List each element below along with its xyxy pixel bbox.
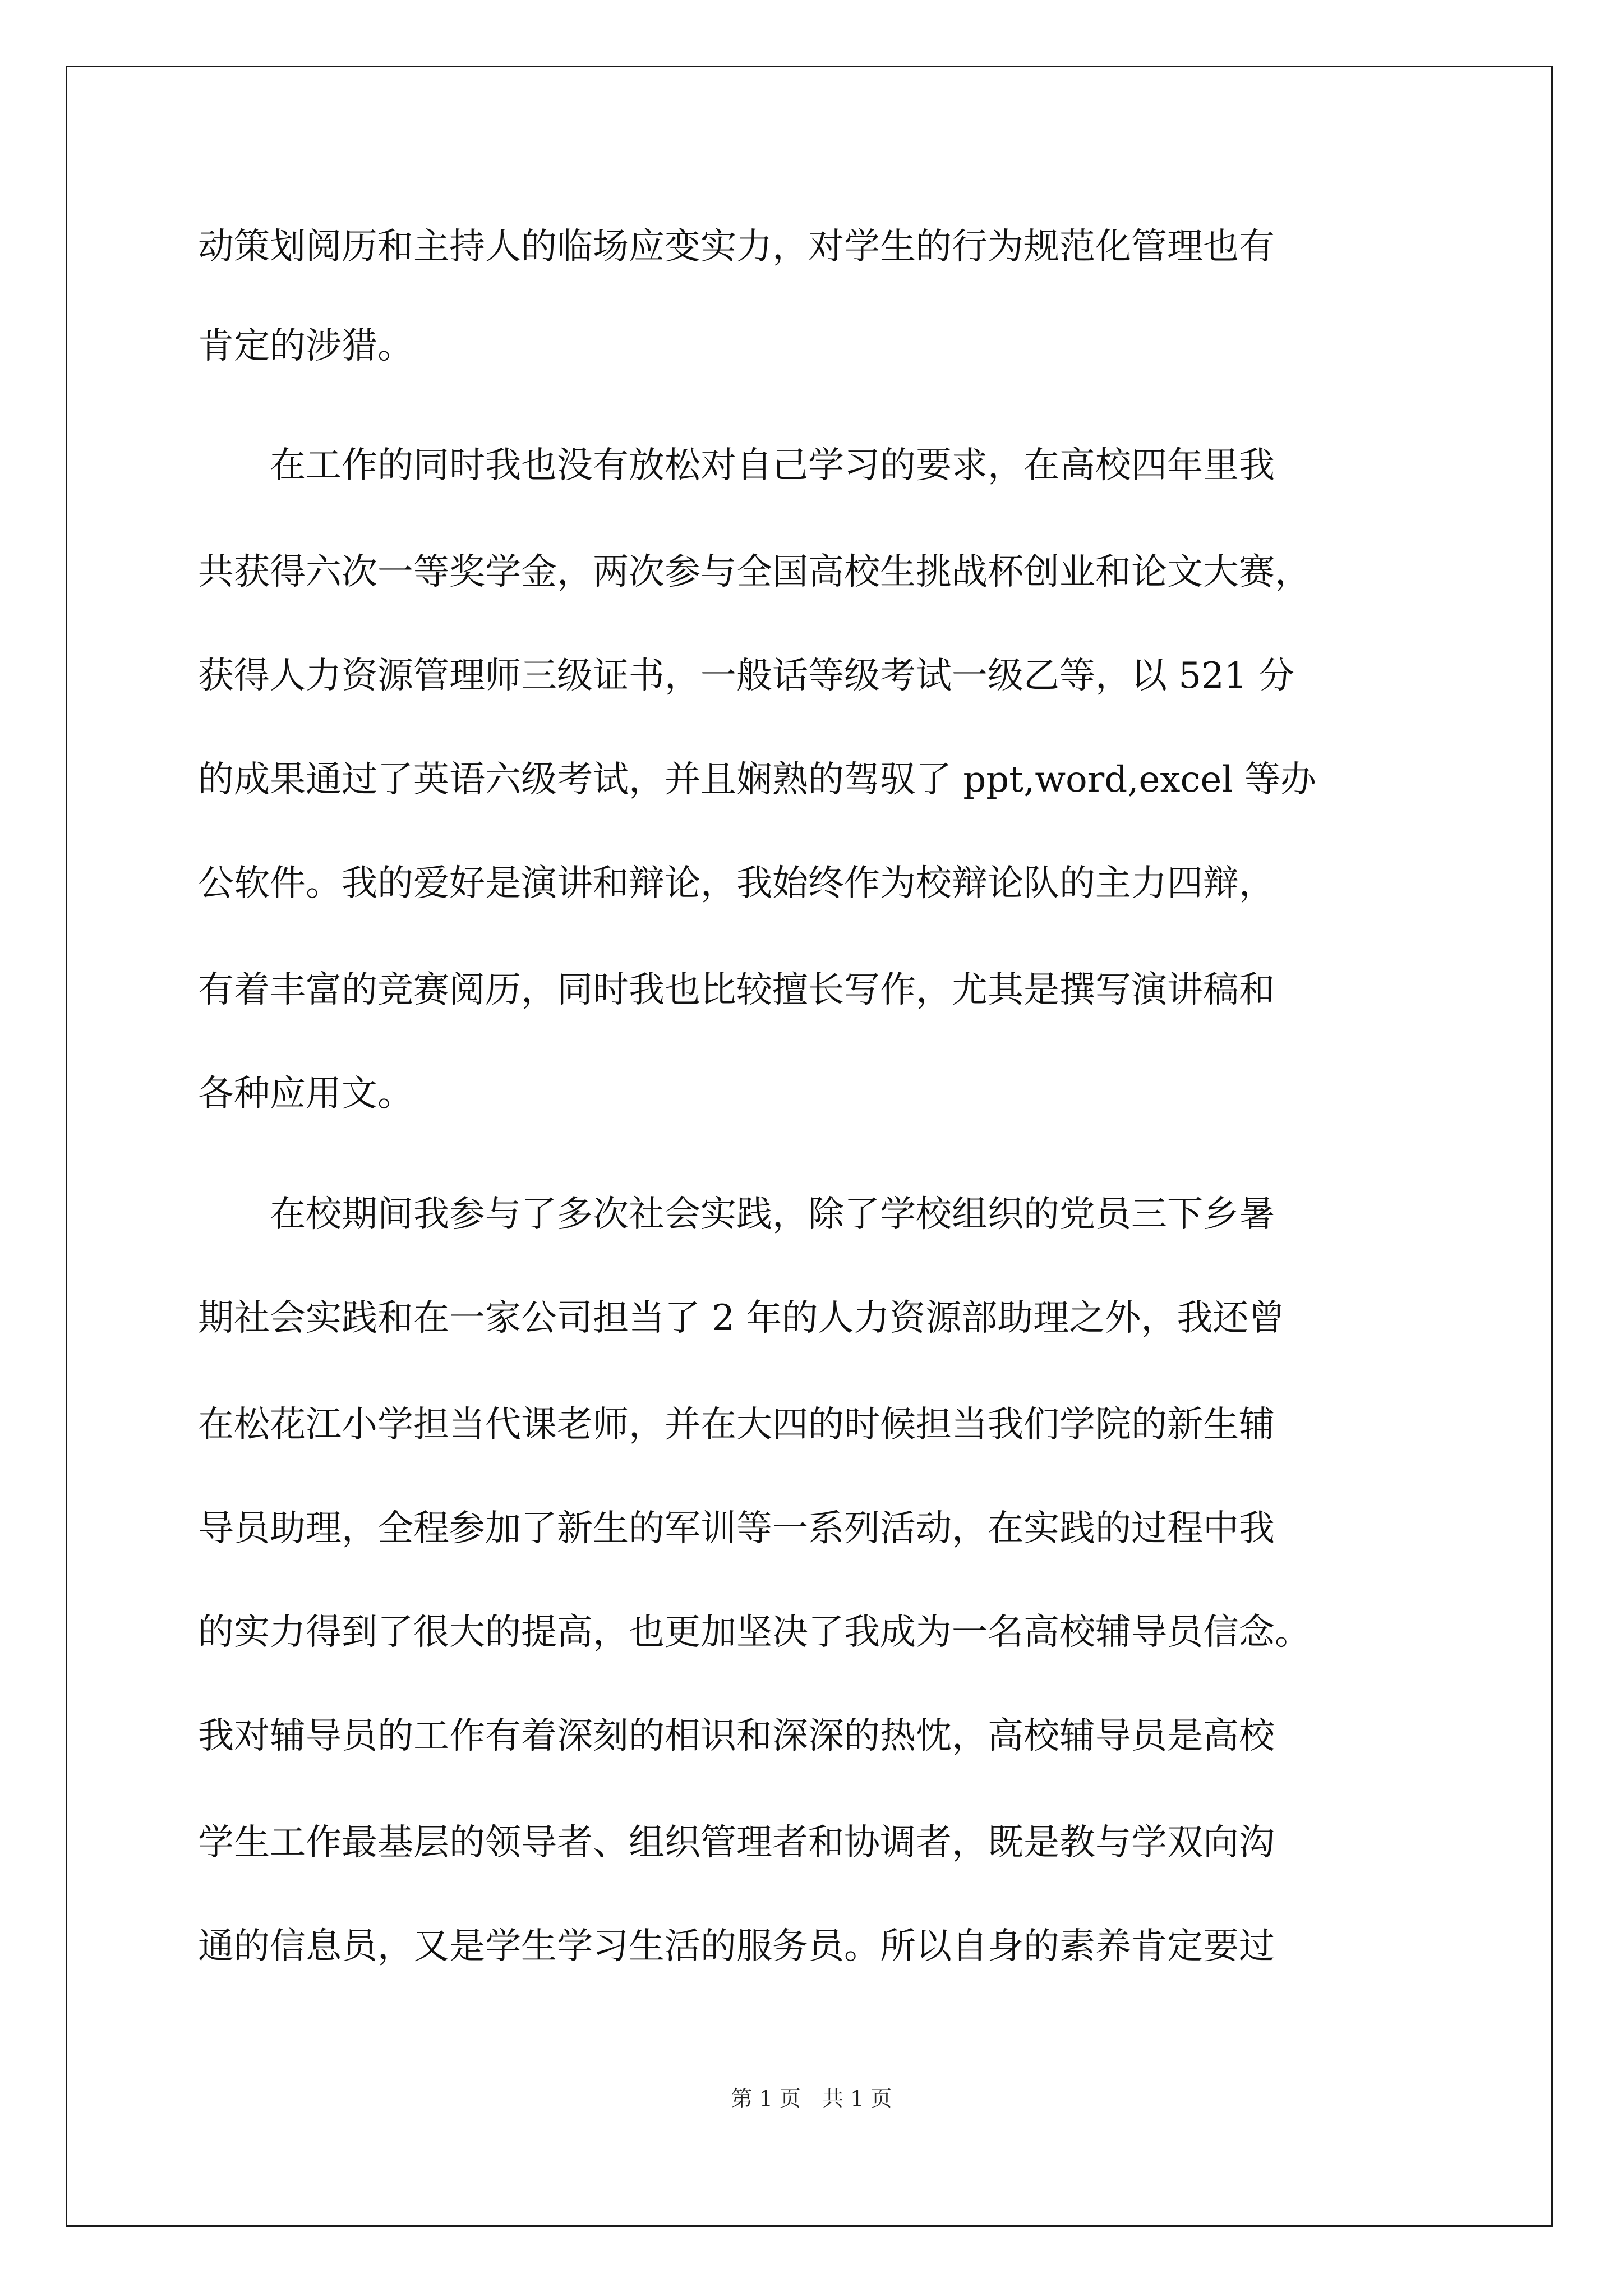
text-line: 获得人力资源管理师三级证书，一般话等级考试一级乙等，以 521 分 — [198, 655, 1294, 697]
page-number-footer: 第 1 页 共 1 页 — [731, 2086, 892, 2111]
text-line: 动策划阅历和主持人的临场应变实力，对学生的行为规范化管理也有 — [198, 226, 1275, 268]
text-line: 在松花江小学担当代课老师，并在大四的时候担当我们学院的新生辅 — [198, 1404, 1275, 1446]
page-border — [66, 66, 1553, 2227]
text-line: 共获得六次一等奖学金，两次参与全国高校生挑战杯创业和论文大赛， — [198, 551, 1311, 593]
text-line: 有着丰富的竞赛阅历，同时我也比较擅长写作，尤其是撰写演讲稿和 — [198, 969, 1275, 1011]
text-line: 在工作的同时我也没有放松对自己学习的要求，在高校四年里我 — [198, 445, 1275, 486]
text-line: 学生工作最基层的领导者、组织管理者和协调者，既是教与学双向沟 — [198, 1822, 1275, 1864]
text-line: 导员助理，全程参加了新生的军训等一系列活动，在实践的过程中我 — [198, 1508, 1275, 1549]
text-line: 肯定的涉猎。 — [198, 325, 413, 367]
text-line: 公软件。我的爱好是演讲和辩论，我始终作为校辩论队的主力四辩， — [198, 863, 1275, 904]
text-line: 期社会实践和在一家公司担当了 2 年的人力资源部助理之外，我还曾 — [198, 1297, 1285, 1339]
text-line: 通的信息员，又是学生学习生活的服务员。所以自身的素养肯定要过 — [198, 1926, 1275, 1967]
text-line: 在校期间我参与了多次社会实践，除了学校组织的党员三下乡暑 — [198, 1194, 1275, 1235]
text-line: 我对辅导员的工作有着深刻的相识和深深的热忱，高校辅导员是高校 — [198, 1715, 1275, 1757]
text-line: 各种应用文。 — [198, 1073, 413, 1115]
text-line: 的成果通过了英语六级考试，并且娴熟的驾驭了 ppt,word,excel 等办 — [198, 759, 1317, 800]
text-line: 的实力得到了很大的提高，也更加坚决了我成为一名高校辅导员信念。 — [198, 1612, 1311, 1653]
